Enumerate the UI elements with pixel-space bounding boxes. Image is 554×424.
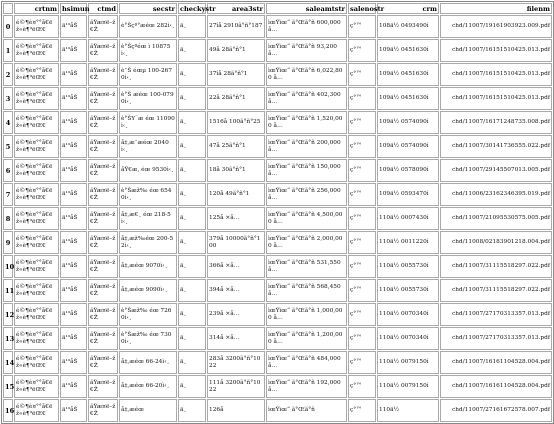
column-header: ctmd	[88, 3, 118, 14]
table-row	[3, 399, 552, 422]
row-index: 1	[3, 39, 13, 62]
cell-area3str: 125å ×å…	[207, 207, 265, 230]
cell-secstr: åŸ€æ‚ éœ 9530ì‹¸	[119, 159, 177, 182]
cell-saleamtstr: ìœŸìœ“ ã°Œã°ñ 6,022,800 å…	[266, 63, 347, 86]
cell-ctmd: ãŸæ¤ë–ž€Ž	[88, 135, 118, 158]
cell-crtnm: é©¶è¤°°å€ëž«è¶³ëŒ€	[14, 255, 59, 278]
cell-crtnm: é©¶è¤°°å€ëž«è¶³ëŒ€	[14, 231, 59, 254]
cell-filenm: chd/11007/16151510425.013.pdf	[440, 63, 552, 86]
cell-ctmd: ãŸæ¤ë–ž€Ž	[88, 327, 118, 350]
cell-hsimun: ä¹³åŠ	[60, 255, 87, 278]
cell-secstr: è°Šæž‰ éœ 6540ì‹¸	[119, 183, 177, 206]
table-row	[3, 279, 552, 302]
cell-filenm: chd/11007/30141736555.022.pdf	[440, 135, 552, 158]
row-index: 3	[3, 87, 13, 110]
cell-secstr: å‡‚æéœ 66-20ì‹¸	[119, 375, 177, 398]
cell-hsimun: ä¹³åŠ	[60, 63, 87, 86]
cell-checkystr: ä¸	[178, 255, 206, 278]
column-header: hsimun	[62, 4, 90, 13]
cell-ctmd: ãŸæ¤ë–ž€Ž	[88, 39, 118, 62]
cell-hsimun: ä¹³åŠ	[60, 183, 87, 206]
table-row	[3, 207, 552, 230]
cell-salenostr: ç°™	[348, 255, 376, 278]
cell-checkystr: ä¸	[178, 303, 206, 326]
cell-crm: 109ä½ 0451630ì	[377, 63, 439, 86]
cell-saleamtstr: ìœŸìœ“ ã°Œã°ñ 150,000 å…	[266, 159, 347, 182]
cell-filenm: chd/11007/31115518297.022.pdf	[440, 255, 552, 278]
cell-hsimun: ä¹³åŠ	[60, 15, 87, 38]
row-index: 4	[3, 111, 13, 134]
cell-crtnm: é©¶è¤°°å€ëž«è¶³ëŒ€	[14, 375, 59, 398]
cell-hsimun: ä¹³åŠ	[60, 135, 87, 158]
cell-ctmd: ãŸæ¤ë–ž€Ž	[88, 207, 118, 230]
cell-checkystr: ä¸	[178, 87, 206, 110]
cell-checkystr: ä¸	[178, 63, 206, 86]
cell-filenm: chd/11007/16151510425.013.pdf	[440, 39, 552, 62]
cell-ctmd: ãŸæ¤ë–ž€Ž	[88, 255, 118, 278]
cell-crtnm: é©¶è¤°°å€ëž«è¶³ëŒ€	[14, 327, 59, 350]
cell-area3str: 120å 49ã°ñ°1	[207, 183, 265, 206]
cell-checkystr: ä¸	[178, 15, 206, 38]
cell-crm: 109ä½ 0578090ì	[377, 159, 439, 182]
cell-salenostr: ç°™	[348, 135, 376, 158]
cell-checkystr: ä¸	[178, 231, 206, 254]
cell-ctmd: ãŸæ¤ë–ž€Ž	[88, 15, 118, 38]
cell-area3str: 239å ×å…	[207, 303, 265, 326]
cell-secstr: è°Šæž‰ éœ 7260ì‹¸	[119, 303, 177, 326]
cell-filenm: chd/11007/16161104528.004.pdf	[440, 375, 552, 398]
cell-area3str: 126å	[207, 399, 265, 422]
table-row	[3, 327, 552, 350]
cell-saleamtstr: ìœŸìœ“ ã°Œã°ñ	[266, 399, 347, 422]
cell-saleamtstr: ìœŸìœ“ ã°Œã°ñ 600,000 å…	[266, 15, 347, 38]
cell-area3str: 47å 25ã°ñ°1	[207, 135, 265, 158]
cell-checkystr: ä¸	[178, 375, 206, 398]
column-header: salenostr	[350, 4, 385, 13]
table-row	[3, 255, 552, 278]
cell-filenm: chd/11007/16171248735.008.pdf	[440, 111, 552, 134]
cell-crm: 110ä½ 0055730ì	[377, 279, 439, 302]
cell-ctmd: ãŸæ¤ë–ž€Ž	[88, 399, 118, 422]
header-row	[3, 3, 552, 14]
cell-salenostr: ç°™	[348, 111, 376, 134]
table-row	[3, 159, 552, 182]
cell-salenostr: ç°™	[348, 159, 376, 182]
cell-checkystr: ä¸	[178, 183, 206, 206]
cell-area3str: 379å 10000ã°ñ°100	[207, 231, 265, 254]
cell-area3str: 111å 3200ã°ñ°1022	[207, 375, 265, 398]
cell-salenostr: ç°™	[348, 351, 376, 374]
cell-filenm: chd/11007/27170313357.013.pdf	[440, 303, 552, 326]
cell-hsimun: ä¹³åŠ	[60, 39, 87, 62]
cell-checkystr: ä¸	[178, 279, 206, 302]
table-row	[3, 183, 552, 206]
cell-hsimun: ä¹³åŠ	[60, 375, 87, 398]
cell-salenostr: ç°™	[348, 15, 376, 38]
cell-secstr: è°ŠY¨æ éœ 11090ì‹¸	[119, 111, 177, 134]
cell-ctmd: ãŸæ¤ë–ž€Ž	[88, 159, 118, 182]
table-row	[3, 135, 552, 158]
cell-hsimun: ä¹³åŠ	[60, 207, 87, 230]
table-row	[3, 87, 552, 110]
cell-filenm: chd/11007/16161104528.004.pdf	[440, 351, 552, 374]
cell-crm: 110ä½ 0007430ì	[377, 207, 439, 230]
cell-filenm: chd/11007/21095530575.005.pdf	[440, 207, 552, 230]
cell-hsimun: ä¹³åŠ	[60, 279, 87, 302]
column-header: filenm	[440, 3, 552, 14]
cell-area3str: 314å ×å…	[207, 327, 265, 350]
column-header: saleamtstr	[266, 3, 347, 14]
cell-saleamtstr: ìœŸìœ“ ã°Œã°ñ 256,000 å…	[266, 183, 347, 206]
cell-filenm: chd/11007/27161672578.007.pdf	[440, 399, 552, 422]
cell-salenostr: ç°™	[348, 63, 376, 86]
cell-hsimun: ä¹³åŠ	[60, 159, 87, 182]
cell-area3str: 22å 28ã°ñ°1	[207, 87, 265, 110]
cell-crtnm: é©¶è¤°°å€ëž«è¶³ëŒ€	[14, 87, 59, 110]
row-index: 2	[3, 63, 13, 86]
cell-crm: 110ä½ 0011220ì	[377, 231, 439, 254]
cell-area3str: 27îå 2910ã°ñ°187	[207, 15, 265, 38]
cell-secstr: å‡‚æ¯æéœ 2040ì‹¸	[119, 135, 177, 158]
cell-crtnm: é©¶è¤°°å€ëž«è¶³ëŒ€	[14, 39, 59, 62]
data-table	[1, 1, 554, 424]
cell-checkystr: ä¸	[178, 39, 206, 62]
cell-checkystr: ä¸	[178, 135, 206, 158]
cell-crm: 110ä½ 0079150ì	[377, 375, 439, 398]
table-row	[3, 15, 552, 38]
cell-salenostr: ç°™	[348, 279, 376, 302]
cell-salenostr: ç°™	[348, 303, 376, 326]
cell-area3str: 37îå 28ã°ñ°1	[207, 63, 265, 86]
cell-checkystr: ä¸	[178, 351, 206, 374]
table-row	[3, 351, 552, 374]
row-index: 14	[3, 351, 13, 374]
cell-secstr: è°Š æéœ 100-0790ì‹¸	[119, 87, 177, 110]
cell-secstr: è°Šæž‰ éœ 7300ì‹¸	[119, 327, 177, 350]
table-row	[3, 303, 552, 326]
cell-checkystr: ä¸	[178, 159, 206, 182]
cell-saleamtstr: ìœŸìœ“ ã°Œã°ñ 192,000 å…	[266, 375, 347, 398]
cell-checkystr: ä¸	[178, 327, 206, 350]
cell-saleamtstr: ìœŸìœ“ ã°Œã°ñ 1,200,000 å…	[266, 327, 347, 350]
row-index: 12	[3, 303, 13, 326]
cell-saleamtstr: ìœŸìœ“ ã°Œã°ñ 200,000 å…	[266, 135, 347, 158]
table-row	[3, 63, 552, 86]
cell-hsimun: ä¹³åŠ	[60, 231, 87, 254]
cell-hsimun: ä¹³åŠ	[60, 111, 87, 134]
row-index: 9	[3, 231, 13, 254]
column-header: crtnm	[14, 3, 59, 14]
cell-crtnm: é©¶è¤°°å€ëž«è¶³ëŒ€	[14, 183, 59, 206]
cell-hsimun: ä¹³åŠ	[60, 351, 87, 374]
cell-crtnm: é©¶è¤°°å€ëž«è¶³ëŒ€	[14, 279, 59, 302]
cell-crtnm: é©¶è¤°°å€ëž«è¶³ëŒ€	[14, 399, 59, 422]
cell-crm: 109ä½ 0574090ì	[377, 111, 439, 134]
cell-crtnm: é©¶è¤°°å€ëž«è¶³ëŒ€	[14, 159, 59, 182]
cell-hsimun: ä¹³åŠ	[60, 303, 87, 326]
cell-filenm: chd/11007/19161903923.009.pdf	[440, 15, 552, 38]
cell-area3str: 1516å 100ã°ñ°25	[207, 111, 265, 134]
cell-crtnm: é©¶è¤°°å€ëž«è¶³ëŒ€	[14, 111, 59, 134]
cell-filenm: chd/11008/02183901218.004.pdf	[440, 231, 552, 254]
cell-salenostr: ç°™	[348, 231, 376, 254]
cell-ctmd: ãŸæ¤ë–ž€Ž	[88, 111, 118, 134]
cell-saleamtstr: ìœŸìœ“ ã°Œã°ñ 484,000 å…	[266, 351, 347, 374]
cell-checkystr: ä¸	[178, 111, 206, 134]
row-index: 0	[3, 15, 13, 38]
cell-salenostr: ç°™	[348, 375, 376, 398]
column-header: checkystr	[180, 4, 216, 13]
cell-saleamtstr: ìœŸìœ“ ã°Œã°ñ 4,500,000 å…	[266, 207, 347, 230]
cell-ctmd: ãŸæ¤ë–ž€Ž	[88, 279, 118, 302]
cell-hsimun: ä¹³åŠ	[60, 399, 87, 422]
cell-secstr: å‡‚æéœ 9070ì‹¸	[119, 255, 177, 278]
cell-ctmd: ãŸæ¤ë–ž€Ž	[88, 303, 118, 326]
cell-crtnm: é©¶è¤°°å€ëž«è¶³ëŒ€	[14, 15, 59, 38]
cell-saleamtstr: ìœŸìœ“ ã°Œã°ñ 402,300 å…	[266, 87, 347, 110]
cell-salenostr: ç°™	[348, 87, 376, 110]
cell-secstr: å‡‚æéœ	[119, 399, 177, 422]
cell-secstr: å‡‚æ€¸ éœ 218-5ì‹¸	[119, 207, 177, 230]
cell-area3str: 283å 3200ã°ñ°1022	[207, 351, 265, 374]
row-index: 16	[3, 399, 13, 422]
cell-filenm: chd/11007/27170313357.013.pdf	[440, 327, 552, 350]
cell-area3str: 366å ×å…	[207, 255, 265, 278]
cell-saleamtstr: ìœŸìœ“ ã°Œã°ñ 93,200 å…	[266, 39, 347, 62]
cell-hsimun: ä¹³åŠ	[60, 87, 87, 110]
cell-saleamtstr: ìœŸìœ“ ã°Œã°ñ 2,000,000 å…	[266, 231, 347, 254]
cell-area3str: 394å ×å…	[207, 279, 265, 302]
cell-crm: 109ä½ 0451630ì	[377, 39, 439, 62]
cell-secstr: å‡‚æéœ 66-24ì‹¸	[119, 351, 177, 374]
row-index: 6	[3, 159, 13, 182]
cell-crm: 109ä½ 0593470ì	[377, 183, 439, 206]
cell-secstr: è¯Š éœµ 100-2670ì‹¸	[119, 63, 177, 86]
cell-checkystr: ä¸	[178, 399, 206, 422]
cell-checkystr: ä¸	[178, 207, 206, 230]
cell-hsimun: ä¹³åŠ	[60, 327, 87, 350]
cell-filenm: chd/11007/16151510425.013.pdf	[440, 87, 552, 110]
table-row	[3, 39, 552, 62]
cell-crm: 108ä½ 0493490ì	[377, 15, 439, 38]
column-header: area3str	[207, 3, 265, 14]
cell-ctmd: ãŸæ¤ë–ž€Ž	[88, 351, 118, 374]
column-header	[3, 3, 13, 14]
cell-ctmd: ãŸæ¤ë–ž€Ž	[88, 375, 118, 398]
row-index: 7	[3, 183, 13, 206]
cell-crtnm: é©¶è¤°°å€ëž«è¶³ëŒ€	[14, 207, 59, 230]
row-index: 10	[3, 255, 13, 278]
cell-crm: 110ä½ 0055730ì	[377, 255, 439, 278]
cell-salenostr: ç°™	[348, 207, 376, 230]
cell-ctmd: ãŸæ¤ë–ž€Ž	[88, 63, 118, 86]
cell-ctmd: ãŸæ¤ë–ž€Ž	[88, 87, 118, 110]
cell-crm: 110ä½ 0070340ì	[377, 303, 439, 326]
cell-crm: 109ä½ 0451630ì	[377, 87, 439, 110]
cell-secstr: å‡‚æéœ 9090ì‹¸	[119, 279, 177, 302]
cell-filenm: chd/11006/23162346395.019.pdf	[440, 183, 552, 206]
cell-secstr: å‡‚æž‰éœ 200-52ì‹¸	[119, 231, 177, 254]
cell-filenm: chd/11007/31115518297.022.pdf	[440, 279, 552, 302]
cell-crm: 109ä½ 0574090ì	[377, 135, 439, 158]
column-header: secstr	[119, 3, 177, 14]
cell-saleamtstr: ìœŸìœ“ ã°Œã°ñ 568,450 å…	[266, 279, 347, 302]
table-row	[3, 231, 552, 254]
row-index: 5	[3, 135, 13, 158]
cell-ctmd: ãŸæ¤ë–ž€Ž	[88, 183, 118, 206]
cell-salenostr: ç°™	[348, 327, 376, 350]
table-row	[3, 375, 552, 398]
column-header: crm	[377, 3, 439, 14]
cell-crtnm: é©¶è¤°°å€ëž«è¶³ëŒ€	[14, 351, 59, 374]
cell-salenostr: ç°™	[348, 39, 376, 62]
cell-saleamtstr: ìœŸìœ“ ã°Œã°ñ 1,520,000 å…	[266, 111, 347, 134]
cell-saleamtstr: ìœŸìœ“ ã°Œã°ñ 531,550 å…	[266, 255, 347, 278]
cell-secstr: è°Šçºéœ ì 10875ì‹¸	[119, 39, 177, 62]
row-index: 13	[3, 327, 13, 350]
cell-area3str: 18å 30ã°ñ°1	[207, 159, 265, 182]
row-index: 15	[3, 375, 13, 398]
cell-filenm: chd/11007/29145507013.005.pdf	[440, 159, 552, 182]
row-index: 11	[3, 279, 13, 302]
cell-crm: 110ä½ 0070340ì	[377, 327, 439, 350]
cell-salenostr: ç°™	[348, 399, 376, 422]
cell-secstr: è°Šçº°æéœ 282ì‹¸	[119, 15, 177, 38]
cell-crm: 110ä½ 0079150ì	[377, 351, 439, 374]
cell-salenostr: ç°™	[348, 183, 376, 206]
cell-crtnm: é©¶è¤°°å€ëž«è¶³ëŒ€	[14, 303, 59, 326]
cell-ctmd: ãŸæ¤ë–ž€Ž	[88, 231, 118, 254]
cell-crtnm: é©¶è¤°°å€ëž«è¶³ëŒ€	[14, 135, 59, 158]
cell-saleamtstr: ìœŸìœ“ ã°Œã°ñ 1,000,000 å…	[266, 303, 347, 326]
cell-crm: 110ä½	[377, 399, 439, 422]
table-row	[3, 111, 552, 134]
cell-area3str: 49å 28ã°ñ°1	[207, 39, 265, 62]
cell-crtnm: é©¶è¤°°å€ëž«è¶³ëŒ€	[14, 63, 59, 86]
row-index: 8	[3, 207, 13, 230]
